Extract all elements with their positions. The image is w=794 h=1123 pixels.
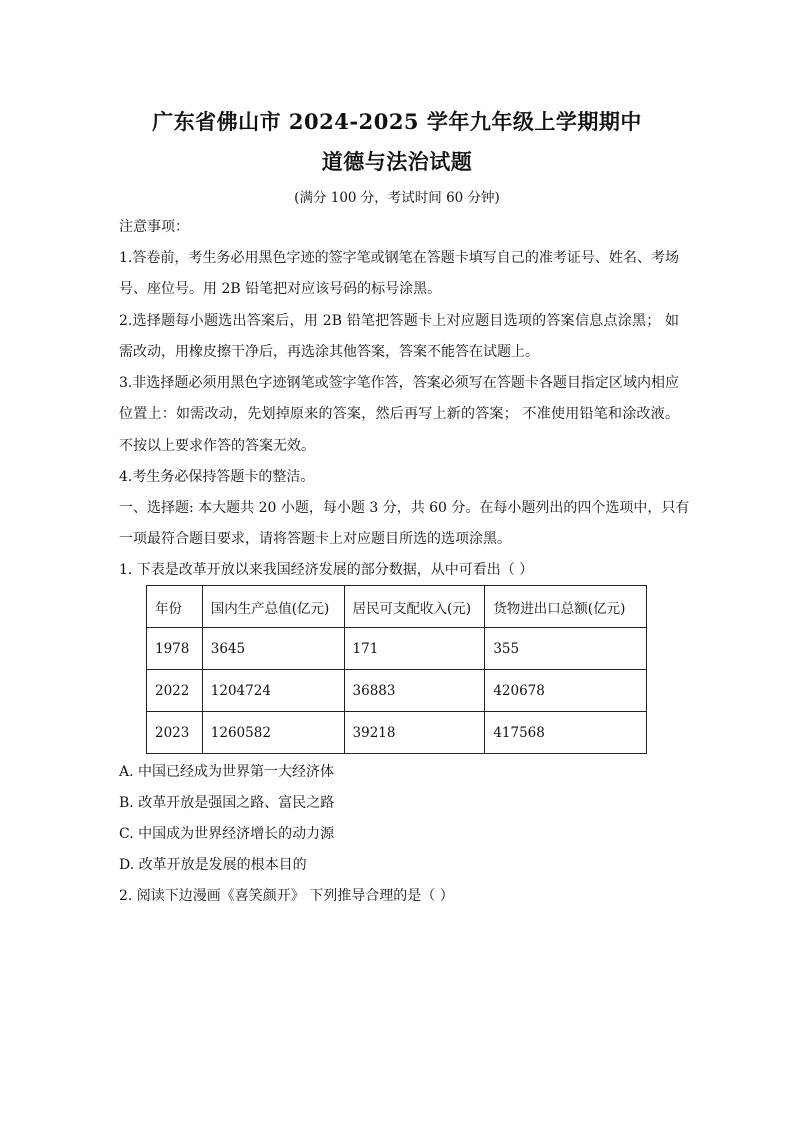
table-header-cell: 货物进出口总额(亿元) bbox=[485, 586, 647, 628]
notes-heading: 注意事项： bbox=[119, 219, 189, 235]
table-cell: 420678 bbox=[485, 670, 647, 712]
table-header-cell: 年份 bbox=[147, 586, 203, 628]
table-cell: 2022 bbox=[147, 670, 203, 712]
table-cell: 417568 bbox=[485, 712, 647, 754]
notes-line: 位置上：如需改动，先划掉原来的答案，然后再写上新的答案； 不准使用铅笔和涂改液。 bbox=[119, 406, 679, 422]
table-header-cell: 居民可支配收入(元) bbox=[344, 586, 485, 628]
table-row bbox=[147, 712, 647, 754]
table-cell: 39218 bbox=[344, 712, 485, 754]
question-1-option-b: B. 改革开放是强国之路、富民之路 bbox=[119, 795, 335, 811]
economic-data-table bbox=[146, 585, 647, 754]
notes-line: 4.考生务必保持答题卡的整洁。 bbox=[119, 469, 315, 485]
exam-subject-title: 道德与法治试题 bbox=[321, 149, 473, 174]
table-cell: 171 bbox=[344, 628, 485, 670]
table-cell: 2023 bbox=[147, 712, 203, 754]
table-cell: 36883 bbox=[344, 670, 485, 712]
table-cell: 1260582 bbox=[202, 712, 344, 754]
table-cell: 355 bbox=[485, 628, 647, 670]
notes-line: 号、座位号。用 2B 铅笔把对应该号码的标号涂黑。 bbox=[119, 281, 442, 297]
table-header-row bbox=[147, 586, 647, 628]
notes-line: 需改动，用橡皮擦干净后，再选涂其他答案，答案不能答在试题上。 bbox=[119, 344, 539, 360]
section-instructions: 一项最符合题目要求，请将答题卡上对应题目所选的选项涂黑。 bbox=[119, 531, 511, 547]
section-instructions: 一、选择题: 本大题共 20 小题，每小题 3 分，共 60 分。在每小题列出的四个选项中，只有 bbox=[119, 500, 690, 516]
notes-line: 2.选择题每小题选出答案后，用 2B 铅笔把答题卡上对应题目选项的答案信息点涂黑； 如 bbox=[119, 313, 679, 329]
table-row bbox=[147, 628, 647, 670]
notes-line: 不按以上要求作答的答案无效。 bbox=[119, 438, 315, 454]
table-cell: 3645 bbox=[202, 628, 344, 670]
question-1-stem: 1. 下表是改革开放以来我国经济发展的部分数据，从中可看出（ ） bbox=[119, 562, 534, 578]
table-cell: 1978 bbox=[147, 628, 203, 670]
question-1-option-d: D. 改革开放是发展的根本目的 bbox=[119, 857, 307, 873]
question-1-option-a: A. 中国已经成为世界第一大经济体 bbox=[119, 764, 335, 780]
question-1-option-c: C. 中国成为世界经济增长的动力源 bbox=[119, 826, 335, 842]
exam-subtitle: (满分 100 分，考试时间 60 分钟) bbox=[294, 190, 500, 206]
table-header-cell: 国内生产总值(亿元) bbox=[202, 586, 344, 628]
notes-line: 1.答卷前，考生务必用黑色字迹的签字笔或钢笔在答题卡填写自己的准考证号、姓名、考场 bbox=[119, 250, 679, 266]
question-2-stem: 2. 阅读下边漫画《喜笑颜开》 下列推导合理的是（ ） bbox=[119, 888, 454, 904]
exam-title: 广东省佛山市 2024-2025 学年九年级上学期期中 bbox=[152, 109, 642, 134]
notes-line: 3.非选择题必须用黑色字迹钢笔或签字笔作答，答案必须写在答题卡各题目指定区域内相应 bbox=[119, 375, 679, 391]
table-row bbox=[147, 670, 647, 712]
table-cell: 1204724 bbox=[202, 670, 344, 712]
